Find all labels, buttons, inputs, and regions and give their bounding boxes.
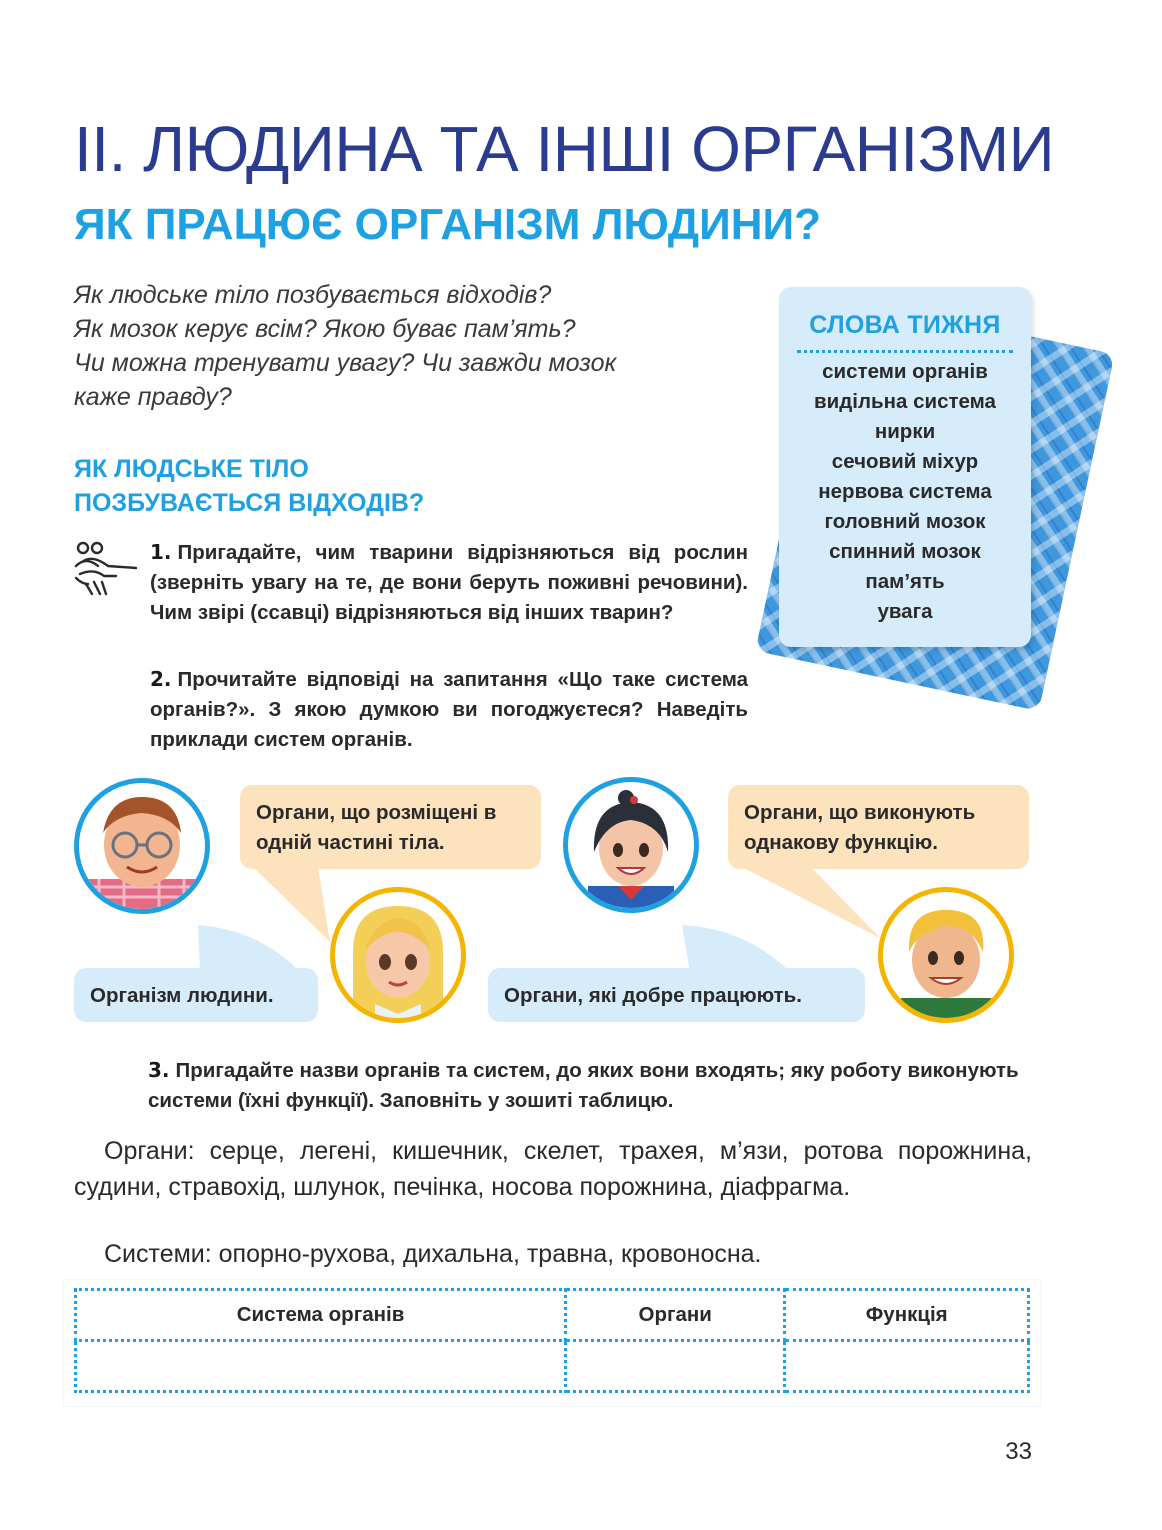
speech-bubble: Організм людини.	[74, 968, 318, 1022]
table-cell	[76, 1341, 566, 1392]
word-item: пам’ять	[865, 570, 945, 593]
speech-bubble: Органи, які добре працюють.	[488, 968, 865, 1022]
organ-systems-table	[74, 1288, 1030, 1393]
table-row	[76, 1341, 1029, 1392]
task-number: 2.	[150, 667, 172, 691]
table-header-row	[76, 1290, 1029, 1341]
intro-line: каже правду?	[74, 383, 232, 411]
table-header-cell: Органи	[566, 1290, 785, 1341]
word-item: видільна система	[814, 390, 996, 413]
blond-boy-avatar	[878, 887, 1014, 1023]
section-title-line: ЯК ЛЮДСЬКЕ ТІЛО	[74, 455, 309, 483]
blonde-girl-avatar	[330, 887, 466, 1023]
intro-line: Як мозок керує всім? Якою буває пам’ять?	[74, 315, 576, 343]
organ-systems-table-container	[64, 1280, 1040, 1406]
table-cell	[785, 1341, 1029, 1392]
task-text: Пригадайте назви органів та систем, до яких вони входять; яку роботу виконують системи (їхні функції). Заповніть у зошиті таблицю.	[148, 1059, 1019, 1112]
lesson-title: ЯК ПРАЦЮЄ ОРГАНІЗМ ЛЮДИНИ?	[74, 200, 821, 249]
word-item: нирки	[874, 420, 936, 443]
systems-paragraph: Системи: опорно-рухова, дихальна, травна, кровоносна.	[104, 1240, 762, 1268]
chapter-title: ІІ. ЛЮДИНА ТА ІНШІ ОРГАНІЗМИ	[74, 113, 1055, 185]
organs-paragraph: Органи: серце, легені, кишечник, скелет, трахея, м’язи, ротова порожнина, судини, стравохід, шлунок, печінка, носова порожнина, діафрагма.	[74, 1137, 1032, 1201]
table-cell	[566, 1341, 785, 1392]
task-number: 1.	[150, 540, 172, 564]
word-item: увага	[877, 600, 933, 623]
table-header-cell: Система органів	[76, 1290, 566, 1341]
table-header-cell: Функція	[785, 1290, 1029, 1341]
word-item: головний мозок	[824, 510, 986, 533]
boy-with-glasses-avatar	[74, 778, 210, 914]
task-3	[148, 1055, 1033, 1116]
speech-bubble: Органи, що розміщені в одній частині тіла.	[240, 785, 541, 869]
word-item: сечовий міхур	[831, 450, 979, 473]
task-number: 3.	[148, 1058, 170, 1082]
task-text: Прочитайте відповіді на запитання «Що таке система органів?». З якою думкою ви погоджуєтеся? Наведіть приклади систем органів.	[150, 668, 748, 751]
dark-haired-girl-avatar	[563, 777, 699, 913]
speech-bubble: Органи, що виконують однакову функцію.	[728, 785, 1029, 869]
word-item: системи органів	[822, 360, 988, 383]
section-title-line: ПОЗБУВАЄТЬСЯ ВІДХОДІВ?	[74, 489, 425, 517]
word-item: нервова система	[818, 480, 992, 503]
words-of-week-title: СЛОВА ТИЖНЯ	[809, 311, 1001, 339]
word-item: спинний мозок	[829, 540, 981, 563]
page-number: 33	[1005, 1438, 1032, 1465]
task-text: Пригадайте, чим тварини відрізняються від рослин (зверніть увагу на те, де вони беруть поживні речовини). Чим звірі (ссавці) відрізняються від інших тварин?	[150, 541, 748, 624]
intro-line: Як людське тіло позбувається відходів?	[74, 281, 552, 309]
intro-line: Чи можна тренувати увагу? Чи завжди мозок	[74, 349, 617, 377]
